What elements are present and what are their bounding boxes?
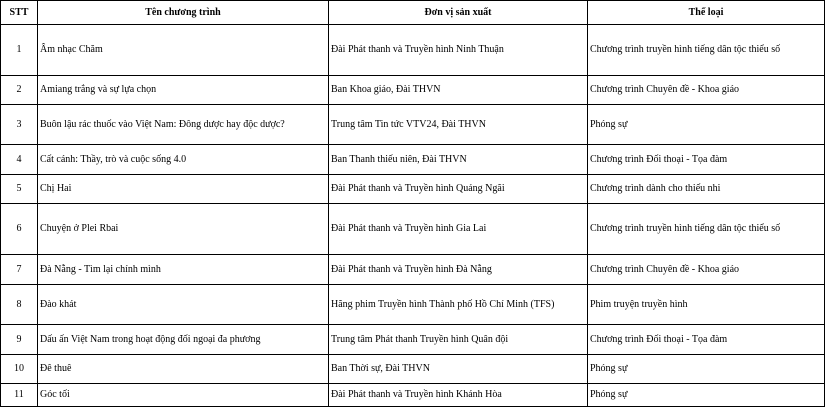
table-row [1, 355, 825, 384]
cell-genre: Phóng sự [588, 384, 825, 407]
cell-stt: 4 [1, 145, 38, 175]
cell-producer: Ban Thời sự, Đài THVN [329, 355, 588, 384]
cell-program-name: Cất cánh: Thầy, trò và cuộc sống 4.0 [38, 145, 329, 175]
header-stt: STT [1, 1, 38, 25]
table-header-row [1, 1, 825, 25]
header-producer: Đơn vị sản xuất [329, 1, 588, 25]
header-genre: Thể loại [588, 1, 825, 25]
cell-program-name: Đê thuê [38, 355, 329, 384]
table-row [1, 175, 825, 204]
cell-genre: Chương trình truyền hình tiếng dân tộc thiểu số [588, 204, 825, 255]
cell-producer: Ban Khoa giáo, Đài THVN [329, 76, 588, 105]
table-row [1, 204, 825, 255]
table-row [1, 384, 825, 407]
cell-genre: Phóng sự [588, 105, 825, 145]
cell-stt: 9 [1, 325, 38, 355]
cell-producer: Đài Phát thanh và Truyền hình Ninh Thuận [329, 25, 588, 76]
cell-producer: Đài Phát thanh và Truyền hình Đà Nẵng [329, 255, 588, 285]
cell-program-name: Chuyện ở Plei Rbai [38, 204, 329, 255]
cell-genre: Chương trình Đối thoại - Tọa đàm [588, 145, 825, 175]
cell-stt: 8 [1, 285, 38, 325]
cell-stt: 10 [1, 355, 38, 384]
cell-genre: Chương trình Chuyên đề - Khoa giáo [588, 255, 825, 285]
cell-producer: Ban Thanh thiếu niên, Đài THVN [329, 145, 588, 175]
cell-genre: Phóng sự [588, 355, 825, 384]
cell-program-name: Buôn lậu rác thuốc vào Việt Nam: Đông dược hay độc dược? [38, 105, 329, 145]
cell-stt: 2 [1, 76, 38, 105]
table-row [1, 255, 825, 285]
table-row [1, 105, 825, 145]
cell-program-name: Góc tối [38, 384, 329, 407]
cell-stt: 1 [1, 25, 38, 76]
cell-producer: Trung tâm Phát thanh Truyền hình Quân đội [329, 325, 588, 355]
cell-stt: 6 [1, 204, 38, 255]
cell-program-name: Dấu ấn Việt Nam trong hoạt động đối ngoại đa phương [38, 325, 329, 355]
cell-stt: 5 [1, 175, 38, 204]
cell-stt: 7 [1, 255, 38, 285]
table-row [1, 76, 825, 105]
cell-producer: Đài Phát thanh và Truyền hình Khánh Hòa [329, 384, 588, 407]
cell-producer: Đài Phát thanh và Truyền hình Quảng Ngãi [329, 175, 588, 204]
cell-genre: Chương trình truyền hình tiếng dân tộc thiểu số [588, 25, 825, 76]
cell-genre: Chương trình Đối thoại - Tọa đàm [588, 325, 825, 355]
table-row [1, 25, 825, 76]
header-program-name: Tên chương trình [38, 1, 329, 25]
cell-program-name: Đà Nẵng - Tìm lại chính mình [38, 255, 329, 285]
cell-stt: 11 [1, 384, 38, 407]
table-row [1, 325, 825, 355]
table-row [1, 145, 825, 175]
cell-program-name: Chị Hai [38, 175, 329, 204]
cell-program-name: Amiang trắng và sự lựa chọn [38, 76, 329, 105]
cell-program-name: Đào khát [38, 285, 329, 325]
cell-producer: Đài Phát thanh và Truyền hình Gia Lai [329, 204, 588, 255]
table-row [1, 285, 825, 325]
cell-producer: Hãng phim Truyền hình Thành phố Hồ Chí Minh (TFS) [329, 285, 588, 325]
cell-genre: Chương trình dành cho thiếu nhi [588, 175, 825, 204]
cell-program-name: Âm nhạc Chăm [38, 25, 329, 76]
cell-genre: Phim truyện truyền hình [588, 285, 825, 325]
cell-producer: Trung tâm Tin tức VTV24, Đài THVN [329, 105, 588, 145]
cell-genre: Chương trình Chuyên đề - Khoa giáo [588, 76, 825, 105]
cell-stt: 3 [1, 105, 38, 145]
